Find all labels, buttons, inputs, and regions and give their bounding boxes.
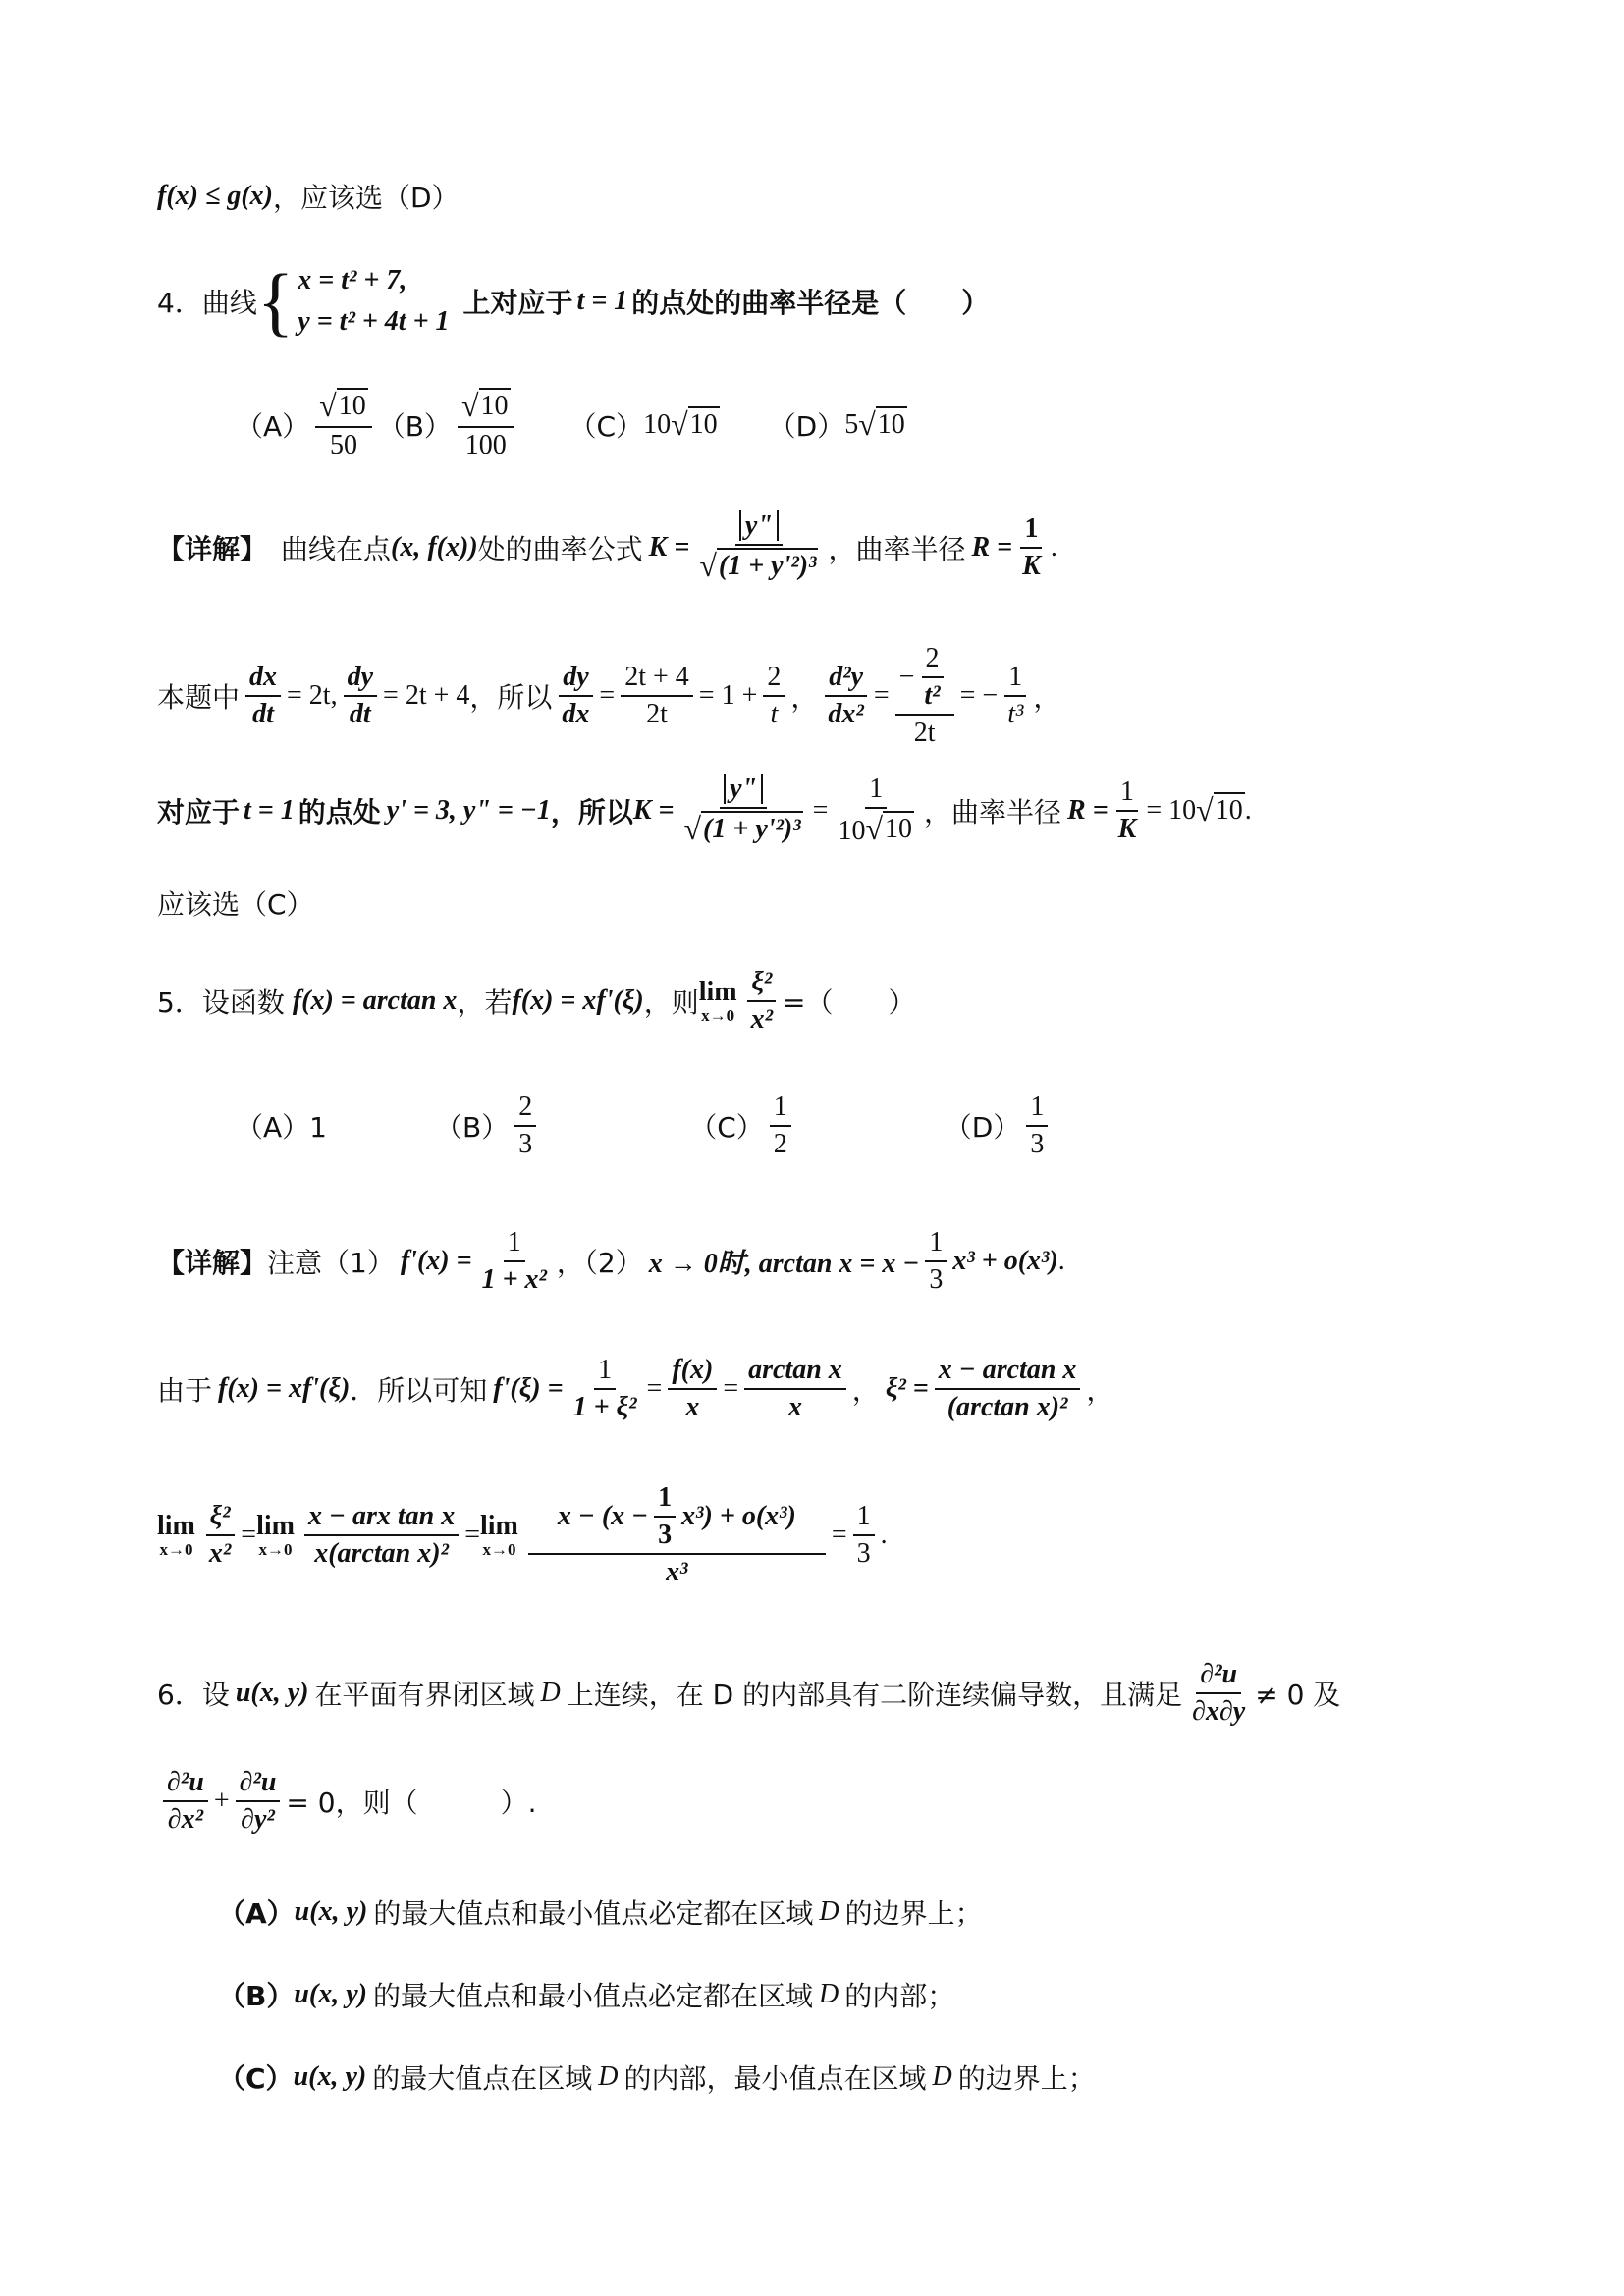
f3-den: 2t — [913, 718, 936, 748]
curv-den: (1 + y'²)³ — [717, 548, 819, 582]
sol5c-n3b: x³) + o(x³) — [681, 1501, 796, 1531]
ypp-abs: y" — [739, 510, 779, 541]
lim-1-sub: x→0 — [159, 1540, 193, 1559]
q6-a-text: 的最大值点和最小值点必定都在区域 — [373, 1897, 814, 1930]
q4-cond: t = 1 — [576, 286, 628, 316]
q5-text-3: =（ ） — [783, 987, 916, 1019]
sol4c-Rnum: 1 — [1116, 776, 1138, 812]
q6-text-5: = 0，则（ ）. — [286, 1787, 537, 1819]
lim-2-sub: x→0 — [258, 1540, 293, 1559]
f4-num: 1 — [1004, 662, 1026, 697]
sol4c-text-3: ，所以 — [550, 795, 633, 828]
sol4-text-2: 处的曲率公式 — [477, 532, 643, 565]
q6-option-b-label: （B） — [218, 1980, 295, 2012]
sol5a-tail: x³ + o(x³) — [952, 1246, 1058, 1276]
option-d: （D） 5 √ 10 — [768, 406, 905, 443]
q6-b-tail: 的内部； — [844, 1980, 955, 2012]
dx-num: dx — [245, 662, 281, 697]
sol4b-text-1: 本题中 — [157, 681, 241, 714]
sol4c-text-1: 对应于 — [157, 795, 241, 828]
sol4c-Rden: K — [1117, 813, 1137, 844]
q6-option-a-label: （A） — [218, 1897, 295, 1930]
sol5b-d1: 1 + ξ² — [572, 1392, 637, 1422]
sol5b-n1: 1 — [594, 1355, 616, 1390]
lim-3-sub: x→0 — [482, 1540, 516, 1559]
answer-4: 应该选（C） — [157, 888, 314, 921]
q5-fd: x² — [750, 1004, 774, 1035]
sol4c-Rroot: 10 — [1214, 792, 1245, 827]
sol5b-n3: arctan x — [744, 1355, 846, 1390]
q6-a-d: ∂x² — [167, 1804, 204, 1835]
sol5c-d1: x² — [208, 1538, 232, 1569]
eq-x: x = t² + 7, — [298, 265, 407, 295]
option-c: （C） 10 √ 10 — [568, 406, 718, 443]
option-b-frac: √ 10 100 — [458, 388, 514, 461]
q5-option-d-label: （D） — [944, 1111, 1021, 1144]
solution-5-note: 【详解】 注意（1） f'(x) = $\frac{1}{\text{1 + x²}}$ ，（2） x → 0时, arctan x = x − $\frac{1}{3}$ x³ + o(x³) . — [157, 1227, 1065, 1295]
sol5b-text-1: 由于 — [157, 1374, 213, 1407]
sol5b-n2: f(x) — [668, 1355, 717, 1390]
d-radicand: 10 — [876, 406, 907, 441]
q6-c-tail: 的边界上； — [957, 2062, 1096, 2095]
sol5a-fp: f'(x) = — [400, 1246, 472, 1276]
sol5a-text-2: ，（2） — [556, 1247, 643, 1279]
q5-option-b-label: （B） — [434, 1111, 510, 1144]
sol4c-r1d-root: 10 — [883, 811, 914, 845]
q5-lim-sub: x→0 — [701, 1006, 735, 1025]
c-radicand: 10 — [688, 406, 720, 441]
q4-stem: 上对应于 — [462, 287, 573, 319]
dt-den: dt — [252, 699, 274, 729]
f4-den: t³ — [1007, 699, 1024, 729]
sol5b-n4: x − arctan x — [935, 1355, 1081, 1390]
sol5b-d4: (arctan x)² — [947, 1392, 1068, 1422]
K-eq: K = — [648, 531, 690, 562]
q5-f: f(x) = arctan x — [292, 986, 458, 1016]
radius-frac — [1018, 513, 1045, 582]
sol5b-fp: f'(ξ) = — [493, 1373, 564, 1404]
a-radicand: 10 — [337, 388, 368, 422]
q5-b-num: 2 — [514, 1092, 536, 1127]
q6-text-1: 6．设 — [157, 1679, 230, 1711]
sol5c-d3: x³ — [666, 1557, 688, 1587]
option-a-label: （A） — [236, 409, 310, 443]
q5-text-2: ，则 — [643, 987, 699, 1019]
q6-c-D: D — [598, 2061, 619, 2092]
sol4c-abs: y" — [724, 774, 763, 804]
option-b — [378, 388, 520, 461]
q6-pd: ∂x∂y — [1192, 1696, 1246, 1727]
question-4 — [157, 258, 990, 344]
solution-4-derivs: 本题中 $\frac{dx}{dt}$ = 2t, $\frac{dy}{dt}$ = 2t + 4 ，所以 $\frac{dy}{dx}$ = $\frac{2t + 4}{2t}$ = 1 + $\frac{2}{t}$ ， $\frac{\text{d²y}}{\text{dx²}}$ = − $\frac{2}{\text{t²}}$ 2t = − $\frac{1}{\text{t³}}$ ， — [157, 643, 1061, 748]
q6-D: D — [540, 1678, 561, 1708]
c-coeff: 10 — [643, 408, 672, 440]
dydt-val: = 2t + 4 — [383, 680, 470, 711]
option-d-label: （D） — [768, 409, 845, 443]
sol4c-vals: y' = 3, y" = −1 — [386, 794, 551, 826]
q4-stem-2: 的点处的曲率半径是（ ） — [631, 287, 990, 319]
q5-d-den: 3 — [1030, 1129, 1045, 1159]
q6-a-D: D — [819, 1896, 839, 1927]
dy-num: dy — [344, 662, 377, 697]
q6-text-4: ≠ 0 及 — [1255, 1679, 1341, 1711]
q6-b-n: ∂²u — [236, 1767, 281, 1802]
q5-text-1: ，若 — [457, 987, 513, 1019]
q6-c-mid: 的内部，最小值点在区域 — [623, 2062, 927, 2095]
q6-a-u: u(x, y) — [294, 1896, 368, 1927]
q6-a-n: ∂²u — [163, 1767, 208, 1802]
sol5b-xi: ξ² = — [885, 1373, 929, 1404]
sol4c-den: (1 + y'²)³ — [701, 811, 803, 845]
d-coeff: 5 — [844, 408, 859, 440]
question-6 — [157, 1659, 1340, 1728]
R-den: K — [1022, 550, 1041, 581]
sol5a-text-1: 注意（1） — [267, 1247, 395, 1279]
q6-b-text: 的最大值点和最小值点必定都在区域 — [373, 1980, 814, 2012]
curvature-frac: y" √ (1 + y'²)³ — [699, 510, 817, 583]
answer-text: ，应该选（D） — [273, 182, 460, 214]
f3-inner-num: 2 — [922, 643, 944, 678]
sol4c-r1: 1 — [865, 774, 887, 809]
point: (x, f(x)) — [391, 531, 478, 562]
d2y: d²y — [825, 662, 867, 697]
sol5c-d2: x(arctan x)² — [314, 1538, 449, 1569]
q5-lim: lim — [698, 977, 737, 1007]
q6-option-c-label: （C） — [218, 2062, 294, 2095]
dxdt-val: = 2t, — [287, 680, 338, 711]
q5-options — [236, 1092, 1054, 1160]
q6-a-tail: 的边界上； — [844, 1897, 983, 1930]
q6-c-D2: D — [932, 2061, 952, 2092]
question-5 — [157, 967, 916, 1036]
sol5c-n3a: x − (x − — [557, 1501, 649, 1531]
sol5b-g: f(x) = xf'(ξ) — [218, 1373, 351, 1404]
q5-c-num: 1 — [770, 1092, 791, 1127]
sol4c-r1d: 10 — [838, 816, 866, 846]
q5-option-a: （A）1 — [236, 1111, 327, 1144]
sol5c-n2: x − arx tan x — [304, 1501, 459, 1536]
f2-num: 2 — [763, 662, 785, 697]
sol4c-K: K = — [632, 794, 675, 826]
solution-5-limit: lim x→0 $\frac{\text{ξ²}}{\text{x²}}$ = lim x→0 $\frac{\text{x − arx tan x}}{\text{x(arctan x)²}}$ = lim x→0 x − (x − $\frac{1}{3}$ x³) + o(x³) x³ = $\frac{1}{3}$ . — [157, 1482, 888, 1587]
sol5a-d: 1 + x² — [481, 1264, 547, 1295]
sol5a-cond: x → 0时, arctan x = x − — [648, 1249, 920, 1279]
q6-pn: ∂²u — [1196, 1659, 1241, 1694]
q5-g: f(x) = xf'(ξ) — [512, 986, 644, 1016]
eq-1plus: = 1 + — [698, 680, 758, 711]
R-num: 1 — [1020, 513, 1042, 549]
sol4c-R: R = — [1067, 794, 1109, 826]
q6-text-3: 上连续，在 D 的内部具有二阶连续偏导数，且满足 — [566, 1679, 1183, 1711]
sol5c-n3fd: 3 — [658, 1520, 673, 1550]
solution-label: 【详解】 — [157, 532, 268, 565]
q5-fn: ξ² — [747, 967, 776, 1002]
q5-d-num: 1 — [1026, 1092, 1048, 1127]
q4-options — [236, 388, 907, 461]
sol4c-text-4: ，曲率半径 — [924, 795, 1062, 828]
sol5a-c13n: 1 — [925, 1227, 947, 1262]
lim-2: lim — [256, 1511, 295, 1541]
sol5-label: 【详解】 — [157, 1247, 268, 1279]
q6-laplace: $\frac{\text{∂²u}}{\text{∂x²}}$ + $\frac{\text{∂²u}}{\text{∂y²}}$ = 0，则（ ）. — [157, 1767, 537, 1836]
R-eq: R = — [971, 531, 1013, 562]
f2-den: t — [770, 699, 779, 729]
solution-5-derive: 由于 f(x) = xf'(ξ) ．所以可知 f'(ξ) = $\frac{1}{\text{1 + ξ²}}$ = $\frac{f(x)}{x}$ = $\frac{\text{arctan x}}{x}$ ， ξ² = $\frac{\text{x − arctan x}}{\text{(arctan x)²}}$ ， — [157, 1355, 1114, 1422]
f1-num: 2t + 4 — [621, 662, 693, 697]
q5-c-den: 2 — [773, 1129, 787, 1159]
q6-b-u: u(x, y) — [294, 1979, 367, 2009]
nested-frac: − $\frac{2}{\text{t²}}$ 2t — [895, 643, 954, 749]
dy-n: dy — [559, 662, 592, 697]
q6-option-a — [218, 1893, 983, 1932]
b-den: 100 — [464, 430, 507, 460]
q6-u: u(x, y) — [235, 1678, 309, 1708]
b-radicand: 10 — [479, 388, 511, 422]
solution-4-result: 对应于 t = 1 的点处 y' = 3, y" = −1 ，所以 K = y" √ (1 + y'²)³ = 1 10 √ 10 ，曲率半径 R = $\frac{1}{K}$ = 10 √ 10 . — [157, 774, 1252, 846]
q5-number: 5．设函数 — [157, 987, 285, 1019]
solution-4-formula: 【详解】 曲线在点 (x, f(x)) 处的曲率公式 K = y" √ (1 + y'²)³ ，曲率半径 R = $\frac{1}{K}$ . — [157, 510, 1057, 583]
sol5b-d3: x — [787, 1392, 802, 1422]
q6-option-c — [218, 2057, 1096, 2097]
q6-option-b — [218, 1975, 954, 2014]
option-c-label: （C） — [568, 409, 644, 443]
sol5b-d2: x — [685, 1392, 700, 1422]
dt-den-2: dt — [349, 699, 371, 729]
dx-d: dx — [562, 699, 590, 729]
option-b-label: （B） — [377, 409, 452, 443]
sol4c-Rval: = 10 — [1146, 794, 1197, 826]
q4-number: 4．曲线 — [157, 287, 257, 319]
lim-3: lim — [480, 1511, 518, 1541]
sol4b-text-2: ，所以 — [469, 681, 553, 714]
eq-y: y = t² + 4t + 1 — [298, 306, 450, 337]
q6-b-d: ∂y² — [241, 1804, 275, 1835]
f1-den: 2t — [646, 699, 668, 729]
inequality: f(x) ≤ g(x) — [157, 181, 273, 211]
q6-b-D: D — [819, 1979, 839, 2009]
sol5a-n: 1 — [504, 1227, 525, 1262]
sol5c-rn: 1 — [853, 1501, 875, 1536]
q6-c-text: 的最大值点在区域 — [372, 2062, 593, 2095]
brace-icon: { — [256, 258, 295, 344]
q5-option-c-label: （C） — [689, 1111, 764, 1144]
q6-text-2: 在平面有界闭区域 — [314, 1679, 535, 1711]
line-conclusion — [157, 177, 460, 216]
sol4c-cond: t = 1 — [244, 794, 295, 826]
option-a — [236, 388, 378, 461]
sol4-text-1: 曲线在点 — [281, 532, 392, 565]
q6-c-u: u(x, y) — [293, 2061, 367, 2092]
f3-inner-den: t² — [924, 680, 941, 711]
sol5c-rd: 3 — [856, 1538, 871, 1569]
param-system — [298, 265, 449, 338]
sol5a-c13d: 3 — [929, 1264, 944, 1295]
sol5c-n3fn: 1 — [654, 1482, 676, 1518]
sol5b-text-2: ．所以可知 — [350, 1374, 488, 1407]
dx2: dx² — [828, 699, 864, 729]
lim-1: lim — [157, 1511, 195, 1541]
sol4-text-3: ，曲率半径 — [828, 532, 966, 565]
q5-b-den: 3 — [518, 1129, 533, 1159]
option-a-frac: √ 10 50 — [315, 388, 372, 461]
a-den: 50 — [329, 430, 357, 460]
sol4c-text-2: 的点处 — [298, 795, 381, 828]
sol5c-n1: ξ² — [206, 1501, 235, 1536]
